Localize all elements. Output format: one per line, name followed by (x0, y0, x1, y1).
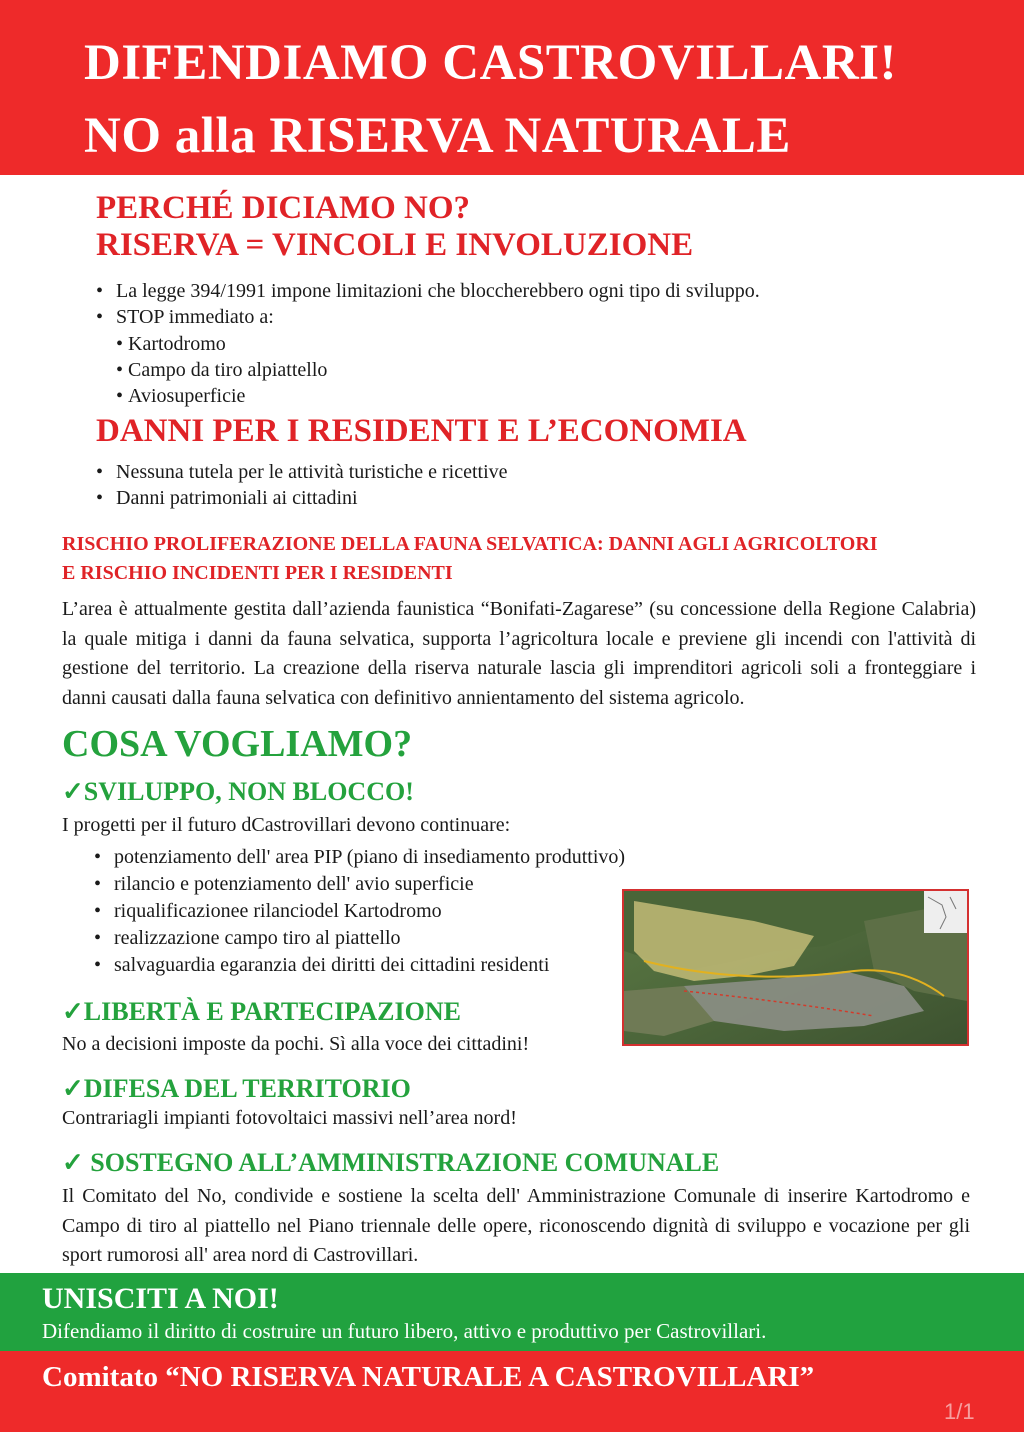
header-banner (0, 0, 1024, 175)
section-title-cosa-vogliamo: COSA VOGLIAMO? (62, 723, 413, 765)
list-item: • rilancio e potenziamento dell' avio superficie (94, 871, 625, 898)
subtitle-liberta: ✓LIBERTÀ E PARTECIPAZIONE (62, 997, 461, 1026)
danni-bullet-list (96, 459, 508, 511)
section-title-perche: PERCHÉ DICIAMO NO? (96, 190, 471, 226)
riserva-bullet-list (96, 278, 760, 330)
section-title-fauna-line2: E RISCHIO INCIDENTI PER I RESIDENTI (62, 562, 453, 584)
list-item: • riqualificazionee rilanciodel Kartodromo (94, 898, 625, 925)
list-item: • potenziamento dell' area PIP (piano di insediamento produttivo) (94, 844, 625, 871)
list-item: • Danni patrimoniali ai cittadini (96, 485, 508, 511)
list-item: • STOP immediato a: (96, 304, 760, 330)
difesa-text: Contrariagli impianti fotovoltaici massivi nell’area nord! (62, 1107, 517, 1129)
fauna-paragraph: L’area è attualmente gestita dall’azienda faunistica “Bonifati-Zagarese” (su concessione della Regione Calabria) la quale mitiga i danni da fauna selvatica, supporta l’agricoltura locale e previene gli incendi con l'attività di gestione del territorio. La creazione della riserva naturale lascia gli imprenditori agricoli soli a fronteggiare i danni causati dalla fauna selvatica con definitivo annientamento del sistema agricolo. (62, 598, 976, 709)
section-title-fauna-line1: RISCHIO PROLIFERAZIONE DELLA FAUNA SELVATICA: DANNI AGLI AGRICOLTORI (62, 533, 878, 555)
list-item: • La legge 394/1991 impone limitazioni che bloccherebbero ogni tipo di sviluppo. (96, 278, 760, 304)
list-item: • Aviosuperficie (116, 383, 327, 409)
section-title-riserva: RISERVA = VINCOLI E INVOLUZIONE (96, 227, 694, 263)
sviluppo-list (94, 844, 625, 979)
join-title: UNISCITI A NOI! (42, 1282, 279, 1315)
sostegno-paragraph: Il Comitato del No, condivide e sostiene la scelta dell' Amministrazione Comunale di inserire Kartodromo e Campo di tiro al piattello nel Piano triennale delle opere, riconoscendo dignità di sviluppo e vocazione per gli sport rumorosi all' area nord di Castrovillari. (62, 1185, 970, 1266)
stop-list (116, 331, 327, 409)
committee-banner (0, 1351, 1024, 1432)
committee-name: Comitato “NO RISERVA NATURALE A CASTROVILLARI” (42, 1361, 815, 1393)
subtitle-sostegno: ✓ SOSTEGNO ALL’AMMINISTRAZIONE COMUNALE (62, 1148, 720, 1177)
join-banner (0, 1273, 1024, 1351)
satellite-map-graphic (624, 891, 967, 1044)
list-item: • salvaguardia egaranzia dei diritti dei cittadini residenti (94, 952, 625, 979)
join-text: Difendiamo il diritto di costruire un futuro libero, attivo e produttivo per Castrovillari. (42, 1319, 767, 1343)
header-title-line1: DIFENDIAMO CASTROVILLARI! (84, 35, 897, 91)
page-indicator: 1/1 (944, 1399, 975, 1424)
sviluppo-intro: I progetti per il futuro dCastrovillari devono continuare: (62, 814, 511, 836)
subtitle-sviluppo: ✓SVILUPPO, NON BLOCCO! (62, 777, 414, 806)
list-item: • Kartodromo (116, 331, 327, 357)
liberta-text: No a decisioni imposte da pochi. Sì alla voce dei cittadini! (62, 1033, 530, 1055)
list-item: • Nessuna tutela per le attività turistiche e ricettive (96, 459, 508, 485)
header-title-line2: NO alla RISERVA NATURALE (84, 108, 791, 164)
subtitle-difesa: ✓DIFESA DEL TERRITORIO (62, 1074, 411, 1103)
map-image (622, 889, 969, 1046)
section-title-danni: DANNI PER I RESIDENTI E L’ECONOMIA (96, 413, 747, 449)
list-item: • realizzazione campo tiro al piattello (94, 925, 625, 952)
list-item: • Campo da tiro alpiattello (116, 357, 327, 383)
